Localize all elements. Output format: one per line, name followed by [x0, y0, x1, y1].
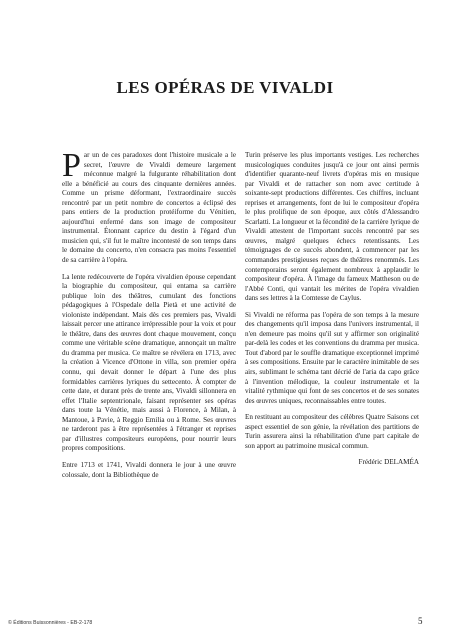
drop-cap: P — [62, 147, 81, 184]
page-title: LES OPÉRAS DE VIVALDI — [116, 78, 334, 97]
page-number: 5 — [418, 616, 423, 626]
author-signature: Frédéric DELAMÉA — [358, 458, 419, 467]
paragraph: La lente redécouverte de l'opéra vivaldien épouse cependant la biographie du compositeur, qui entama sa carrière publique loin des théâtres, cumulant des fonctions pédagogiques à l'Ospedale della Pietà et une activité de violoniste indépendant. Mais dès ces premiers pas, Vivaldi laissait percer une attirance irrépressible pour la voix et pour le théâtre, dans des œuvres dont chaque mouvement, conçu comme une véritable scène dramatique, annonçait un maître du dramma per musica. Ce maître se révélera en 1713, avec la création à Vicence d'Ottone in villa, son premier opéra connu, qui devait donner le départ à l'une des plus formidables carrières lyriques du settecento. À compter de cette date, et durant près de trente ans, Vivaldi sillonnera en effet l'Italie septentrionale, faisant représenter ses opéras dans toute la Vénétie, mais aussi à Florence, à Milan, à Mantoue, à Pavie, à Reggio Emilia ou à Rome. Ses œuvres ne tarderont pas à être représentées à l'étranger et reprises par d'illustres compositeurs européens, pour nourrir leurs propres compositions. — [62, 272, 236, 453]
paragraph: En restituant au compositeur des célèbres Quatre Saisons cet aspect essentiel de son génie, la révélation des partitions de Turin assurera ainsi la réhabilitation d'une part capitale de son apport au patrimoine musical commun. — [245, 413, 419, 450]
paragraph-text: ar un de ces paradoxes dont l'histoire musicale a le secret, l'œuvre de Vivaldi demeure largement méconnue malgré la fulgurante réhabilitation dont elle a bénéficié au cours des cinquante dernières années. Comme un prisme déformant, l'extraordinaire succès rencontré par un petit nombre de concertos a éclipsé des pans entiers de la production protéiforme du Vénitien, aujourd'hui enfermé dans son image de compositeur instrumental. Étonnant caprice du destin à l'égard d'un musicien qui, s'il fut le maître incontesté de son temps dans le domaine du concerto, n'en consacra pas moins l'essentiel de sa carrière à l'opéra. — [62, 151, 236, 265]
paragraph — [62, 147, 236, 266]
paragraph: Turin préserve les plus importants vestiges. Les recherches musicologiques conduites jusqu'à ce jour ont ainsi permis d'identifier quarante-neuf livrets d'opéras mis en musique par Vivaldi et de rattacher son nom avec certitude à soixante-sept productions différentes. Ces chiffres, incluant reprises et arrangements, font de lui le compositeur d'opéra le plus prolifique de son époque, aux côtés d'Alessandro Scarlatti. La longueur et la fécondité de la carrière lyrique de Vivaldi attestent de l'important succès rencontré par ses œuvres, malgré quelques échecs retentissants. Les témoignages de ce succès abondent, à commencer par les commandes prestigieuses reçues de théâtres renommés. Les contemporains seront également nombreux à applaudir le compositeur d'opéra. À l'image du fameux Mattheson ou de l'Abbé Conti, qui vantait les mérites de l'opéra vivaldien dans ses lettres à la Comtesse de Caylus. — [245, 151, 419, 303]
copyright-notice: © Éditions Buissonnières - EB-2-178 — [8, 620, 93, 626]
paragraph: Si Vivaldi ne réforma pas l'opéra de son temps à la mesure des changements qu'il imposa dans l'univers instrumental, il n'en demeure pas moins qu'il sut y affirmer son originalité par-delà les codes et les conventions du dramma per musica. Tout d'abord par le souffle dramatique exceptionnel imprimé à ses compositions. Ensuite par le caractère inimitable de ses airs, sublimant le schéma tant décrié de l'aria da capo grâce à l'invention mélodique, la couleur instrumentale et la vitalité rythmique qui font de ses concertos et de ses sonates des œuvres uniques, reconnaissables entre toutes. — [245, 310, 419, 405]
left-column — [62, 147, 236, 487]
right-column — [245, 151, 419, 475]
paragraph: Entre 1713 et 1741, Vivaldi donnera le jour à une œuvre colossale, dont la Bibliothèque de — [62, 460, 236, 479]
